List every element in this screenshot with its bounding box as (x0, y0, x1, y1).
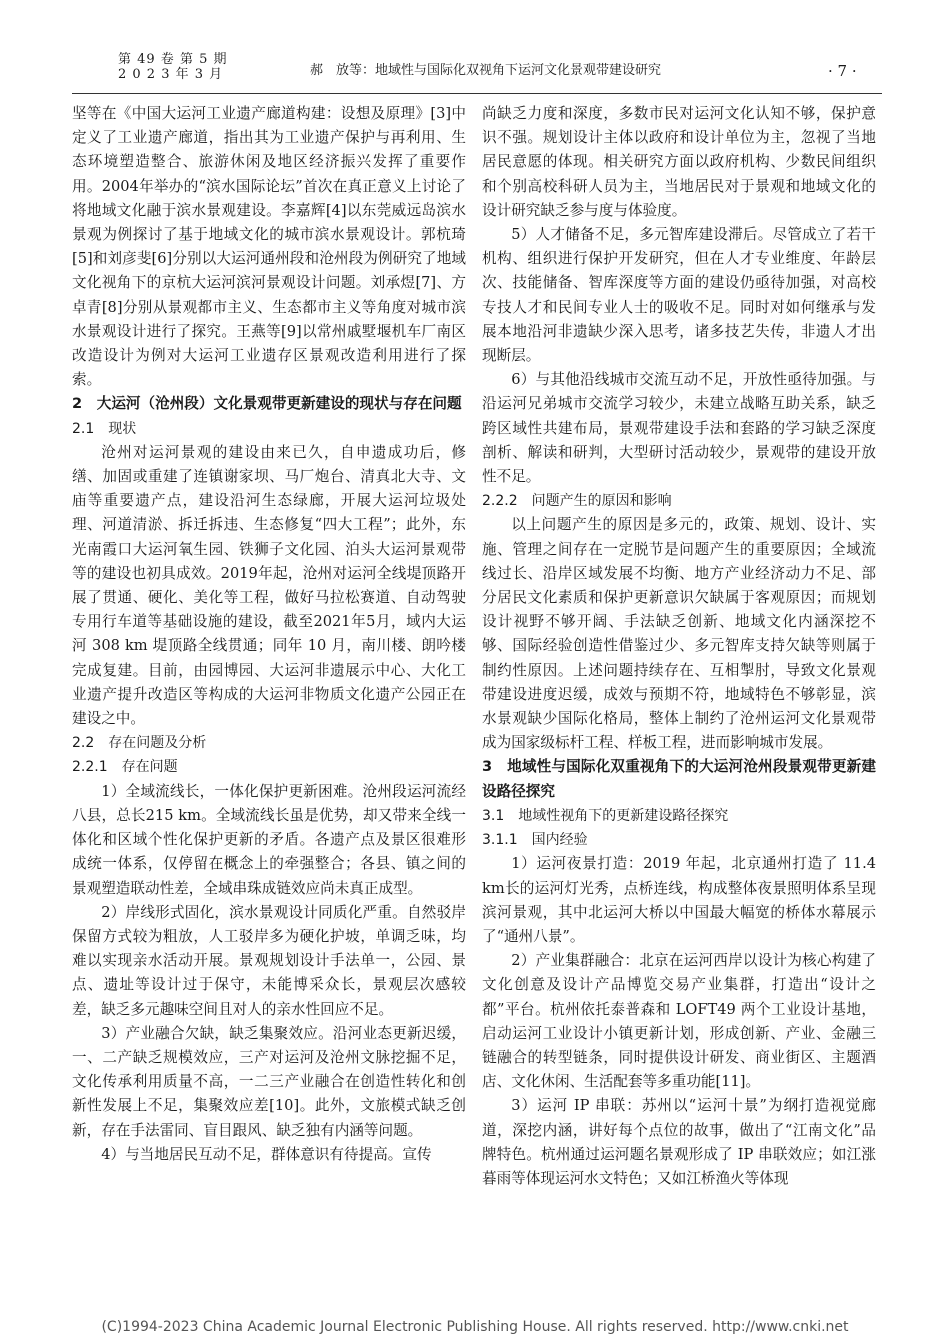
section-heading-2: 2 大运河（沧州段）文化景观带更新建设的现状与存在问题 (72, 395, 462, 413)
paragraph: 3）运河 IP 串联：苏州以“运河十景”为纲打造视觉廊道，深挖内涵，讲好每个点位的故事，做出了“江南文化”品牌特色。杭州通过运河题名景观形成了 IP 串联效应；如江涨暮雨等体现运河水文特色；又如江桥渔火等体现 (482, 1097, 876, 1187)
paragraph: 沧州对运河景观的建设由来已久，自申遗成功后，修缮、加固或重建了连镇谢家坝、马厂炮台、清真北大寺、文庙等重要遗产点，建设沿河生态绿廊，开展大运河垃圾处理、河道清淤、拆迁拆违、生态修复“四大工程”；此外，东光南霞口大运河氧生园、铁狮子文化园、泊头大运河景观带等的建设也初具成效。2019年起，沧州对运河全线堤顶路开展了贯通、硬化、美化等工程，做好马拉松赛道、自动驾驶专用行车道等基础设施的建设，截至2021年5月，域内大运河 308 km 堤顶路全线贯通；同年 10 月，南川楼、朗吟楼完成复建。目前，由园博园、大运河非遗展示中心、大化工业遗产提升改造区等构成的大运河非物质文化遗产公园正在建设之中。 (72, 443, 466, 728)
paragraph: 6）与其他沿线城市交流互动不足，开放性亟待加强。与沿运河兄弟城市交流学习较少，未建立战略互助关系，缺乏跨区域性共建布局，景观带建设手法和套路的学习缺乏深度剖析、解读和研判，大型研讨活动较少，景观带的建设开放性不足。 (482, 371, 876, 486)
paragraph: 5）人才储备不足，多元智库建设滞后。尽管成立了若干机构、组织进行保护开发研究，但在人才专业维度、年龄层次、技能储备、智库深度等方面的建设仍亟待加强，对高校专技人才和民间专业人士的吸收不足。同时对如何继承与发展本地沿河非遗缺少深入思考，诸多技艺失传，非遗人才出现断层。 (482, 226, 876, 365)
page-number: · 7 · (828, 62, 857, 80)
section-heading-3: 3 地域性与国际化双重视角下的大运河沧州段景观带更新建设路径探究 (482, 758, 876, 800)
paragraph: 2）岸线形式固化，滨水景观设计同质化严重。自然驳岸保留方式较为粗放，人工驳岸多为硬化护坡，单调乏味，均难以实现亲水活动开展。景观规划设计手法单一，公园、景点、遗址等设计过于保守，未能博采众长，景观层次感较差，缺乏多元趣味空间且对人的亲水性回应不足。 (72, 903, 466, 1018)
left-column (72, 102, 466, 1167)
page-header (0, 0, 950, 100)
paragraph: 1）全域流线长，一体化保护更新困难。沧州段运河流经八县，总长215 km。全域流线长虽是优势，却又带来全线一体化和区域个性化保护更新的矛盾。各遗产点及景区很难形成统一体系，仅停留在概念上的牵强整合；各县、镇之间的景观塑造联动性差，全域串珠成链效应尚未真正成型。 (72, 782, 466, 897)
paragraph: 坚等在《中国大运河工业遗产廊道构建：设想及原理》[3]中定义了工业遗产廊道，指出其为工业遗产保护与再利用、生态环境塑造整合、旅游休闲及地区经济振兴发挥了重要作用。2004年举办的“滨水国际论坛”首次在真正意义上讨论了将地域文化融于滨水景观建设。李嘉辉[4]以东莞威远岛滨水景观为例探讨了基于地域文化的城市滨水景观设计。郭杭琦[5]和刘彦斐[6]分别以大运河通州段和沧州段为例研究了地域文化视角下的京杭大运河滨河景观设计问题。刘承煜[7]、方卓青[8]分别从景观都市主义、生态都市主义等角度对城市滨水景观设计进行了探究。王燕等[9]以常州戚墅堰机车厂南区改造设计为例对大运河工业遗存区景观改造利用进行了探索。 (72, 105, 466, 389)
section-heading-2-2-1: 2.2.1 存在问题 (72, 759, 178, 776)
header-rule (72, 93, 882, 94)
section-heading-2-2-2: 2.2.2 问题产生的原因和影响 (482, 493, 672, 510)
section-heading-2-1: 2.1 现状 (72, 420, 137, 437)
paragraph: 尚缺乏力度和深度，多数市民对运河文化认知不够，保护意识不强。规划设计主体以政府和设计单位为主，忽视了当地居民意愿的体现。相关研究方面以政府机构、少数民间组织和个别高校科研人员为主，当地居民对于景观和地域文化的设计研究缺乏参与度与体验度。 (482, 105, 876, 219)
paragraph: 1）运河夜景打造：2019 年起，北京通州打造了 11.4 km长的运河灯光秀，点桥连线，构成整体夜景照明体系呈现滨河景观，其中北运河大桥以中国最大幅宽的桥体水幕展示了“通州八景”。 (482, 855, 876, 945)
paragraph: 以上问题产生的原因是多元的，政策、规划、设计、实施、管理之间存在一定脱节是问题产生的重要原因；全域流线过长、沿岸区域发展不均衡、地方产业经济动力不足、部分居民文化素质和保护更新意识欠缺属于客观原因；而规划设计视野不够开阔、手法缺乏创新、地域文化内涵深挖不够、国际经验创造性借鉴过少、多元智库支持欠缺等则属于制约性原因。上述问题持续存在、互相掣肘，导致文化景观带建设进度迟缓，成效与预期不符，地域特色不够彰显，滨水景观缺少国际化格局，整体上制约了沧州运河文化景观带成为国家级标杆工程、样板工程，进而影响城市发展。 (482, 516, 876, 752)
journal-date: 2 0 2 3 年 3 月 (118, 67, 224, 82)
copyright-footer: (C)1994-2023 China Academic Journal Electronic Publishing House. All rights reserved. http://www.cnki.net (101, 1319, 849, 1335)
section-heading-3-1: 3.1 地域性视角下的更新建设路径探究 (482, 807, 729, 824)
paragraph: 4）与当地居民互动不足，群体意识有待提高。宣传 (101, 1145, 432, 1163)
section-heading-3-1-1: 3.1.1 国内经验 (482, 832, 588, 849)
paragraph: 2）产业集群融合：北京在运河西岸以设计为核心构建了文化创意及设计产品博览交易产业集群，打造出“设计之都”平台。杭州依托泰普森和 LOFT49 两个工业设计基地，启动运河工业设计小镇更新计划，形成创新、产业、金融三链融合的转型链条，同时提供设计研发、商业街区、主题酒店、文化休闲、生活配套等多重功能[11]。 (482, 952, 876, 1091)
journal-volume: 第 49 卷 第 5 期 (118, 52, 228, 67)
right-column (482, 102, 876, 1191)
paragraph: 3）产业融合欠缺，缺乏集聚效应。沿河业态更新迟缓，一、二产缺乏规模效应，三产对运河及沧州文脉挖掘不足，文化传承利用质量不高，一二三产业融合在创造性转化和创新性发展上不足，集聚效应差[10]。此外，文旅模式缺乏创新，存在手法雷同、盲目跟风、缺乏独有内涵等问题。 (72, 1024, 466, 1139)
running-title: 郝 放等：地域性与国际化双视角下运河文化景观带建设研究 (310, 63, 662, 78)
section-heading-2-2: 2.2 存在问题及分析 (72, 735, 207, 752)
